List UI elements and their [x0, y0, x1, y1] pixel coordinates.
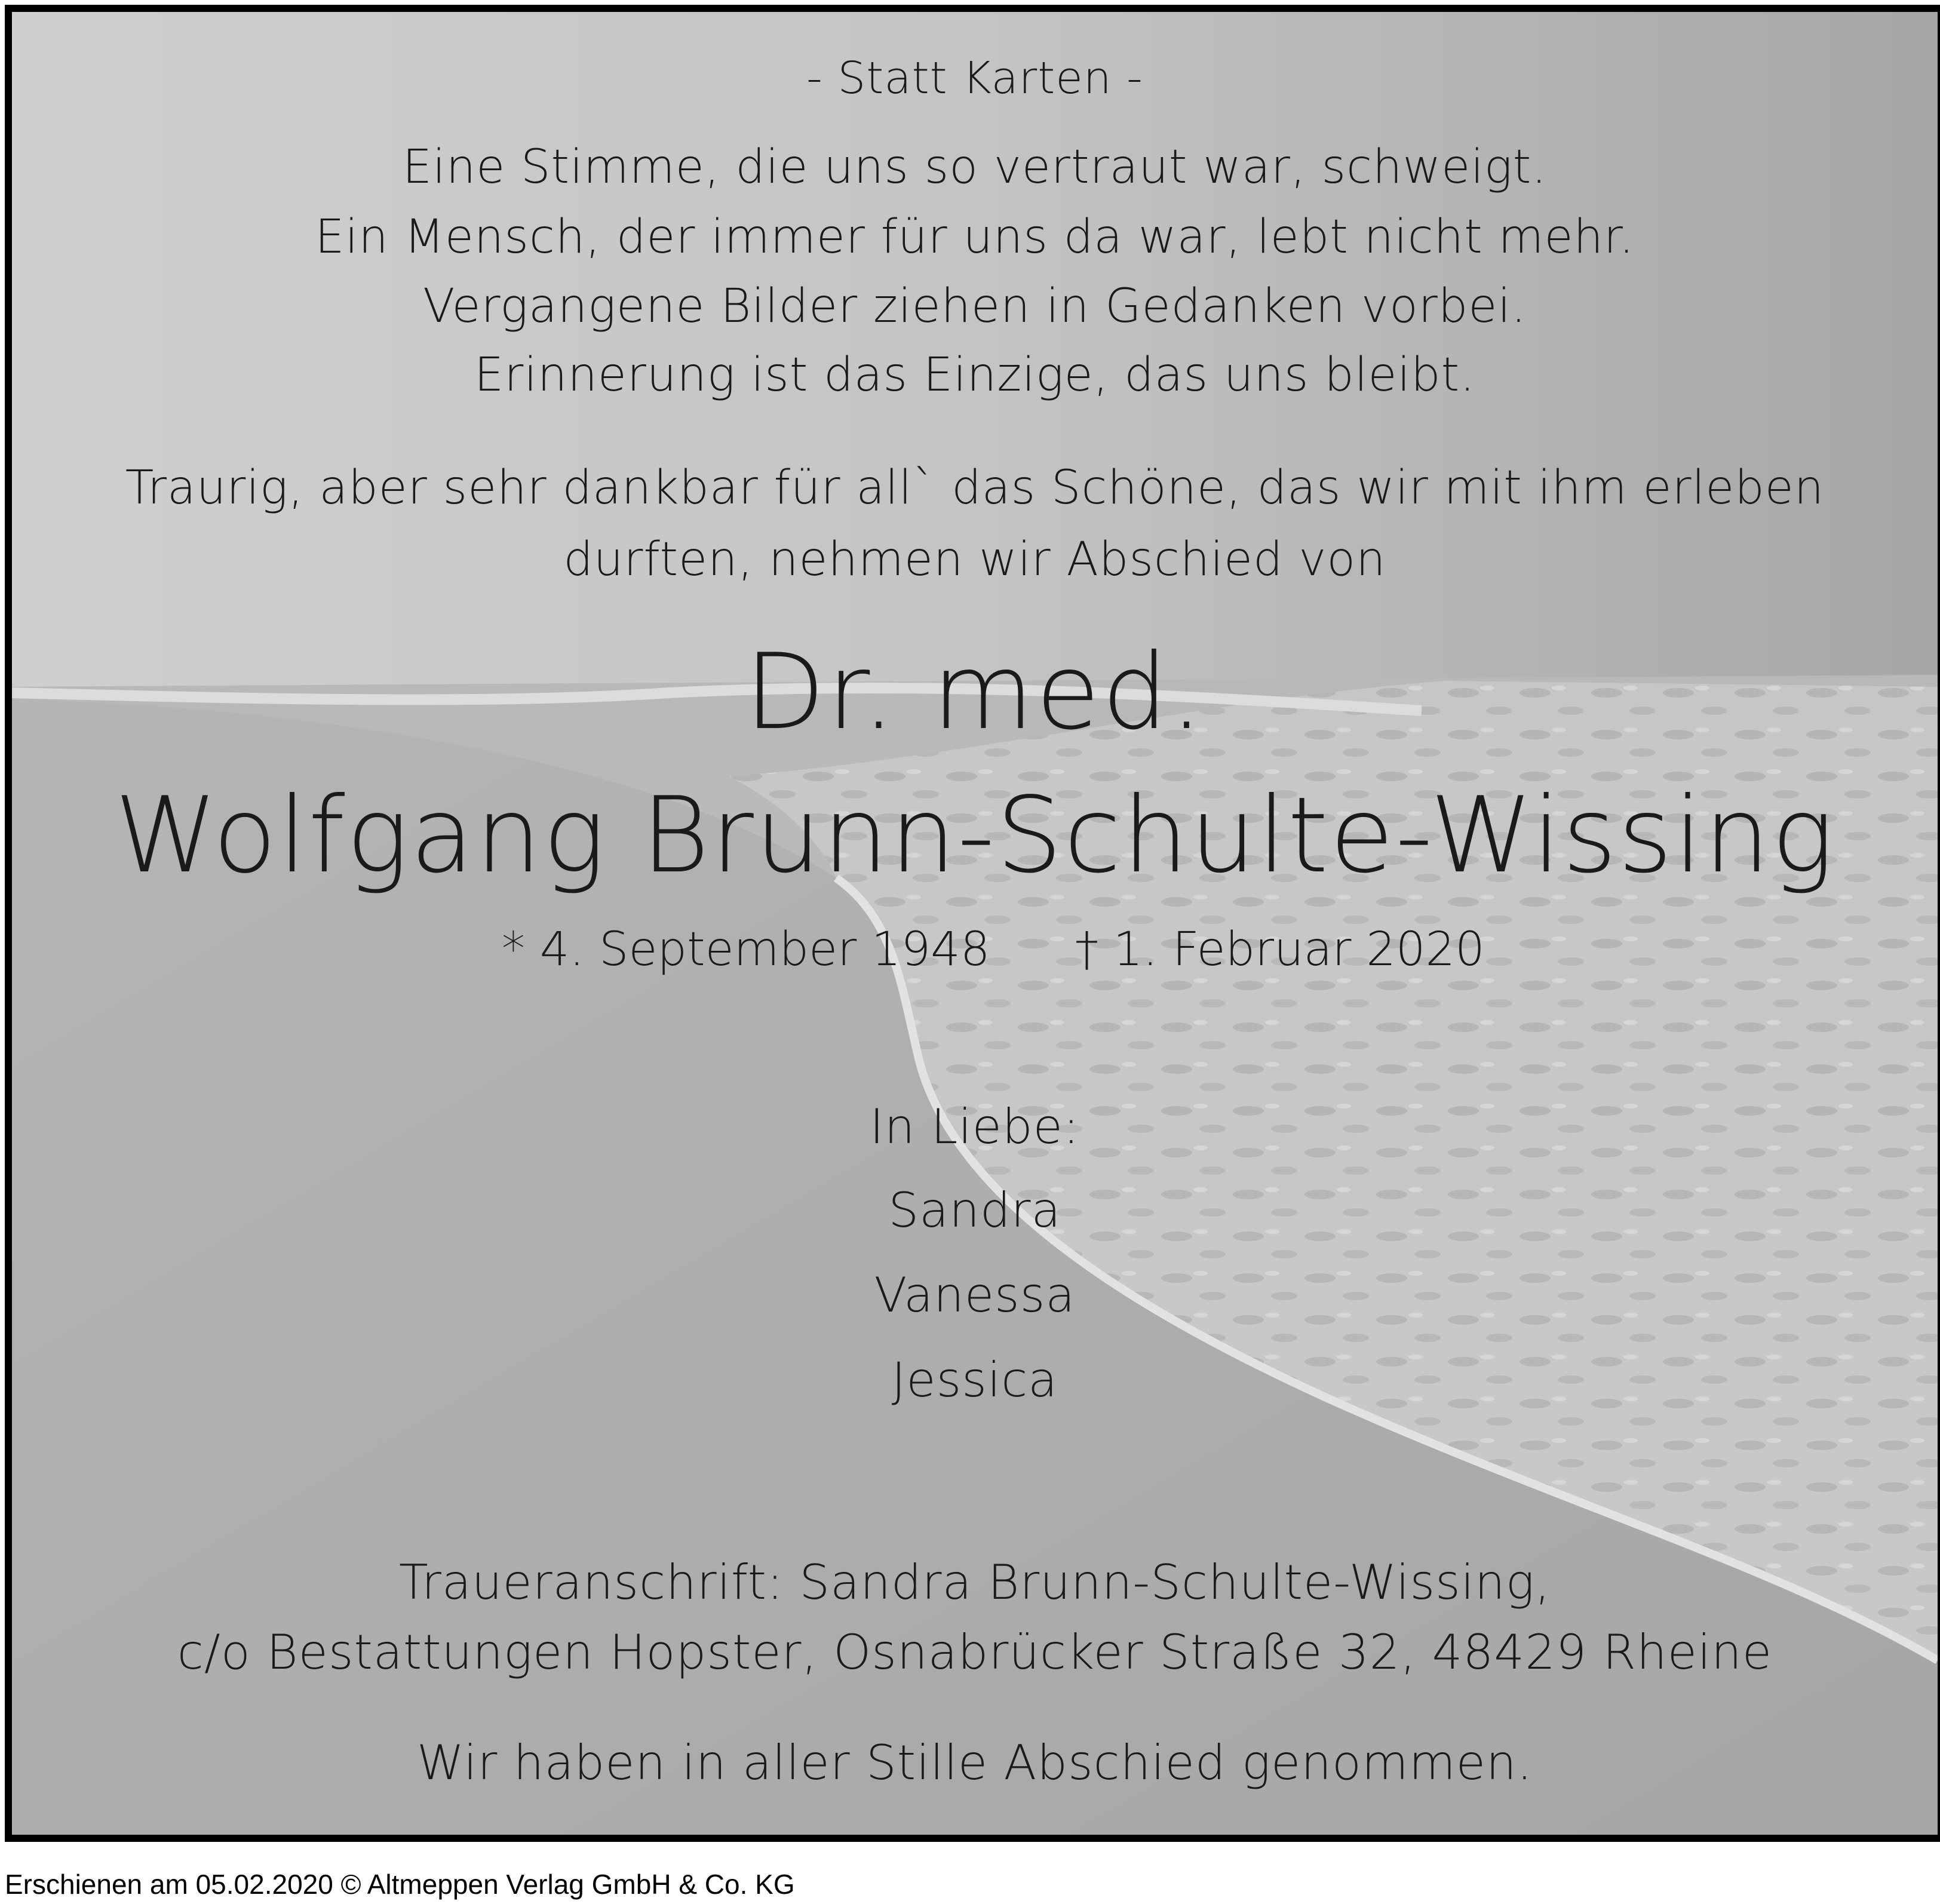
mourner-name: Jessica [891, 1352, 1058, 1408]
mourner-name: Vanessa [874, 1267, 1076, 1323]
deceased-name: Wolfgang Brunn-Schulte-Wissing [114, 775, 1835, 896]
birth-date: * 4. September 1948 [502, 923, 990, 976]
notice-text [12, 12, 1938, 1835]
death-date: † 1. Februar 2020 [1075, 923, 1485, 976]
closing-statement: Wir haben in aller Stille Abschied genommen. [416, 1735, 1533, 1791]
obituary-notice [5, 5, 1940, 1842]
verse-line: Eine Stimme, die uns so vertraut war, schweigt. [402, 140, 1548, 194]
in-love-label: In Liebe: [870, 1099, 1080, 1154]
intro-line: durften, nehmen wir Abschied von [563, 533, 1386, 586]
life-dates [12, 923, 1938, 982]
mourning-address-line: c/o Bestattungen Hopster, Osnabrücker Straße 32, 48429 Rheine [177, 1624, 1773, 1680]
verse-line: Ein Mensch, der immer für uns da war, lebt nicht mehr. [315, 210, 1635, 264]
publication-footer: Erschienen am 05.02.2020 © Altmeppen Verlag GmbH & Co. KG [5, 1869, 795, 1900]
verse-line: Erinnerung ist das Einzige, das uns bleibt. [474, 348, 1475, 402]
deceased-title: Dr. med. [744, 632, 1205, 753]
notice-header: - Statt Karten - [806, 53, 1143, 104]
intro-line: Traurig, aber sehr dankbar für all` das Schöne, das wir mit ihm erleben [125, 461, 1825, 515]
mourner-name: Sandra [888, 1183, 1061, 1238]
mourning-address-line: Traueranschrift: Sandra Brunn-Schulte-Wissing, [398, 1555, 1551, 1610]
verse-line: Vergangene Bilder ziehen in Gedanken vorbei. [423, 280, 1527, 333]
